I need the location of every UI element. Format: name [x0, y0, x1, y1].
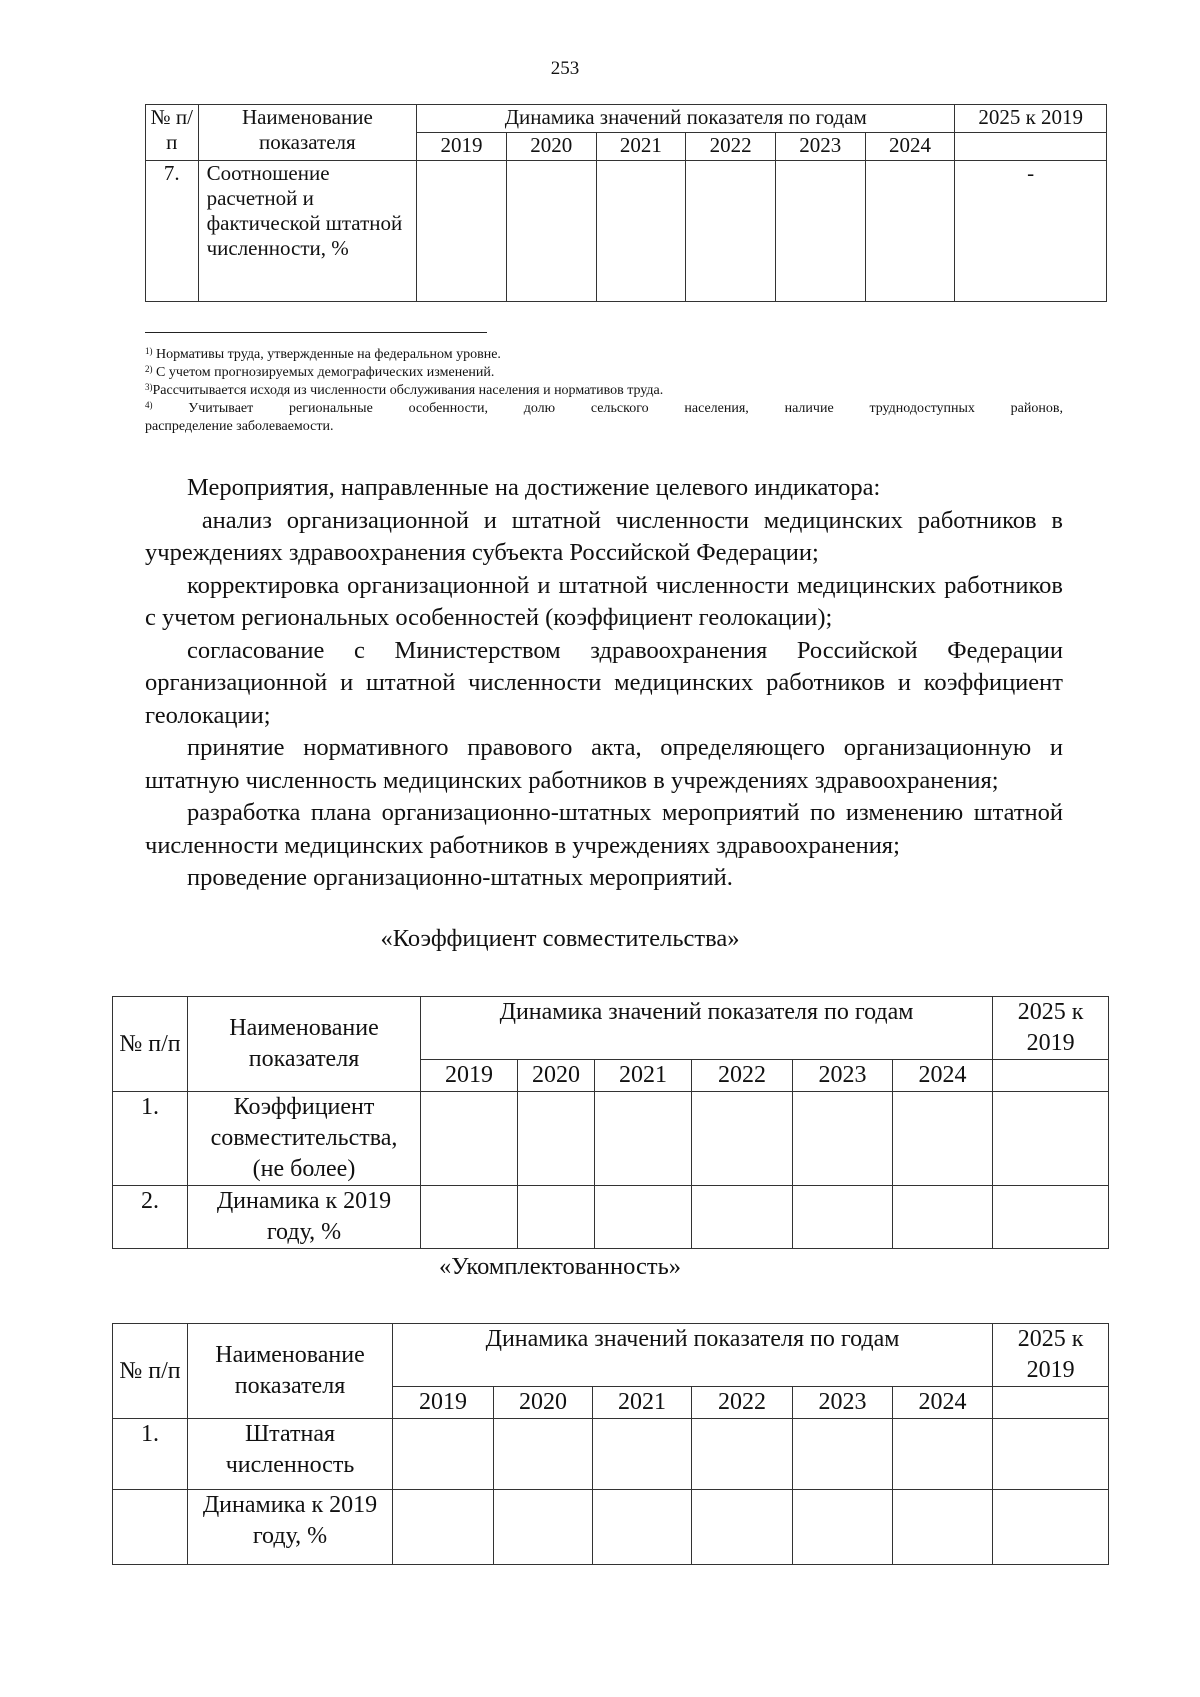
- compare-cell: [993, 1419, 1109, 1490]
- value-cell: [421, 1186, 518, 1249]
- value-cell: [793, 1186, 893, 1249]
- page-number: 253: [550, 58, 580, 79]
- row-number: 2.: [113, 1186, 188, 1249]
- compare-cell: [993, 1186, 1109, 1249]
- value-cell: [775, 161, 865, 302]
- footnote-text: С учетом прогнозируемых демографических изменений.: [156, 365, 495, 380]
- compare-cell: [993, 1490, 1109, 1565]
- footnote-mark: 1): [145, 346, 153, 356]
- empty-cell: [993, 1387, 1109, 1419]
- row-number: [113, 1490, 188, 1565]
- col-compare-header: 2025 к 2019: [993, 997, 1109, 1060]
- value-cell: [595, 1092, 692, 1186]
- row-name: Динамика к 2019 году, %: [188, 1186, 421, 1249]
- year-header: 2020: [518, 1060, 595, 1092]
- col-dynamics-header: Динамика значений показателя по годам: [417, 105, 955, 133]
- footnote-text: Рассчитывается исходя из численности обслуживания населения и нормативов труда.: [152, 383, 664, 398]
- value-cell: [893, 1419, 993, 1490]
- footnote-text: Нормативы труда, утвержденные на федеральном уровне.: [156, 347, 501, 362]
- value-cell: [593, 1490, 692, 1565]
- value-cell: [893, 1490, 993, 1565]
- value-cell: [793, 1092, 893, 1186]
- value-cell: [518, 1186, 595, 1249]
- paragraph: принятие нормативного правового акта, определяющего организационную и штатную численность медицинских работников в учреждениях здравоохранения;: [145, 734, 1063, 794]
- year-header: 2019: [417, 133, 507, 161]
- col-name-header: Наименование показателя: [188, 997, 421, 1092]
- row-number: 1.: [113, 1092, 188, 1186]
- year-header: 2022: [686, 133, 776, 161]
- empty-cell: [955, 133, 1107, 161]
- year-header: 2021: [593, 1387, 692, 1419]
- value-cell: [506, 161, 596, 302]
- table-row: [113, 1186, 1109, 1249]
- section-title-coefficient: «Коэффициент совместительства»: [380, 925, 740, 952]
- col-num-header: № п/п: [146, 105, 199, 161]
- paragraph: проведение организационно-штатных мероприятий.: [187, 864, 733, 891]
- value-cell: [692, 1186, 793, 1249]
- year-header: 2024: [893, 1387, 993, 1419]
- footnote-separator: [145, 332, 487, 333]
- col-compare-header: 2025 к 2019: [993, 1324, 1109, 1387]
- col-dynamics-header: Динамика значений показателя по годам: [393, 1324, 993, 1387]
- indicator-table-coefficient: [112, 996, 1109, 1249]
- value-cell: [865, 161, 955, 302]
- compare-cell: -: [955, 161, 1107, 302]
- col-compare-header: 2025 к 2019: [955, 105, 1107, 133]
- paragraph: корректировка организационной и штатной численности медицинских работников с учетом региональных особенностей (коэффициент геолокации);: [145, 571, 1063, 631]
- value-cell: [893, 1092, 993, 1186]
- value-cell: [793, 1419, 893, 1490]
- year-header: 2023: [775, 133, 865, 161]
- value-cell: [692, 1490, 793, 1565]
- compare-cell: [993, 1092, 1109, 1186]
- table-row: [113, 1092, 1109, 1186]
- measures-text: [145, 472, 1070, 895]
- value-cell: [494, 1419, 593, 1490]
- row-name: Штатная численность: [188, 1419, 393, 1490]
- section-title-staffing: «Укомплектованность»: [438, 1253, 682, 1280]
- value-cell: [393, 1490, 494, 1565]
- footnote: [145, 364, 1063, 382]
- footnote: [145, 382, 1063, 400]
- footnote-mark: 4): [145, 400, 153, 410]
- value-cell: [596, 161, 686, 302]
- value-cell: [393, 1419, 494, 1490]
- col-num-header: № п/п: [113, 1324, 188, 1419]
- col-num-header: № п/п: [113, 997, 188, 1092]
- table-row: [113, 1490, 1109, 1565]
- footnote-mark: 3): [145, 382, 153, 392]
- indicator-table-staffing: [112, 1323, 1109, 1565]
- empty-cell: [993, 1060, 1109, 1092]
- year-header: 2019: [421, 1060, 518, 1092]
- value-cell: [421, 1092, 518, 1186]
- year-header: 2024: [865, 133, 955, 161]
- value-cell: [518, 1092, 595, 1186]
- year-header: 2022: [692, 1387, 793, 1419]
- paragraph: согласование с Министерством здравоохранения Российской Федерации организационной и штатной численности медицинских работников и коэффициент геолокации;: [145, 636, 1063, 729]
- value-cell: [686, 161, 776, 302]
- row-number: 7.: [146, 161, 199, 302]
- value-cell: [893, 1186, 993, 1249]
- footnote-text: Учитывает региональные особенности, долю сельского населения, наличие труднодоступных районов,: [188, 401, 1063, 416]
- year-header: 2022: [692, 1060, 793, 1092]
- value-cell: [595, 1186, 692, 1249]
- col-name-header: Наименование показателя: [188, 1324, 393, 1419]
- footnote-continuation: распределение заболеваемости.: [145, 419, 334, 434]
- row-name: Соотношение расчетной и фактической штатной численности, %: [198, 161, 417, 302]
- row-name: Динамика к 2019 году, %: [188, 1490, 393, 1565]
- value-cell: [494, 1490, 593, 1565]
- table-row: [113, 1419, 1109, 1490]
- footnote-mark: 2): [145, 364, 153, 374]
- year-header: 2020: [506, 133, 596, 161]
- indicator-table-staffing-ratio: [145, 104, 1107, 302]
- footnotes: [145, 346, 1063, 436]
- paragraph: разработка плана организационно-штатных мероприятий по изменению штатной численности медицинских работников в учреждениях здравоохранения;: [145, 799, 1063, 859]
- year-header: 2024: [893, 1060, 993, 1092]
- col-name-header: Наименование показателя: [198, 105, 417, 161]
- value-cell: [593, 1419, 692, 1490]
- year-header: 2020: [494, 1387, 593, 1419]
- value-cell: [793, 1490, 893, 1565]
- footnote: [145, 346, 1063, 364]
- paragraph: анализ организационной и штатной численности медицинских работников в учреждениях здравоохранения субъекта Российской Федерации;: [145, 506, 1070, 566]
- value-cell: [692, 1092, 793, 1186]
- year-header: 2019: [393, 1387, 494, 1419]
- value-cell: [417, 161, 507, 302]
- paragraph: Мероприятия, направленные на достижение целевого индикатора:: [187, 474, 881, 501]
- year-header: 2021: [595, 1060, 692, 1092]
- value-cell: [692, 1419, 793, 1490]
- row-number: 1.: [113, 1419, 188, 1490]
- footnote: [145, 400, 1063, 418]
- col-dynamics-header: Динамика значений показателя по годам: [421, 997, 993, 1060]
- row-name: Коэффициент совместительства, (не более): [188, 1092, 421, 1186]
- table-row: [146, 161, 1107, 302]
- year-header: 2023: [793, 1060, 893, 1092]
- year-header: 2021: [596, 133, 686, 161]
- year-header: 2023: [793, 1387, 893, 1419]
